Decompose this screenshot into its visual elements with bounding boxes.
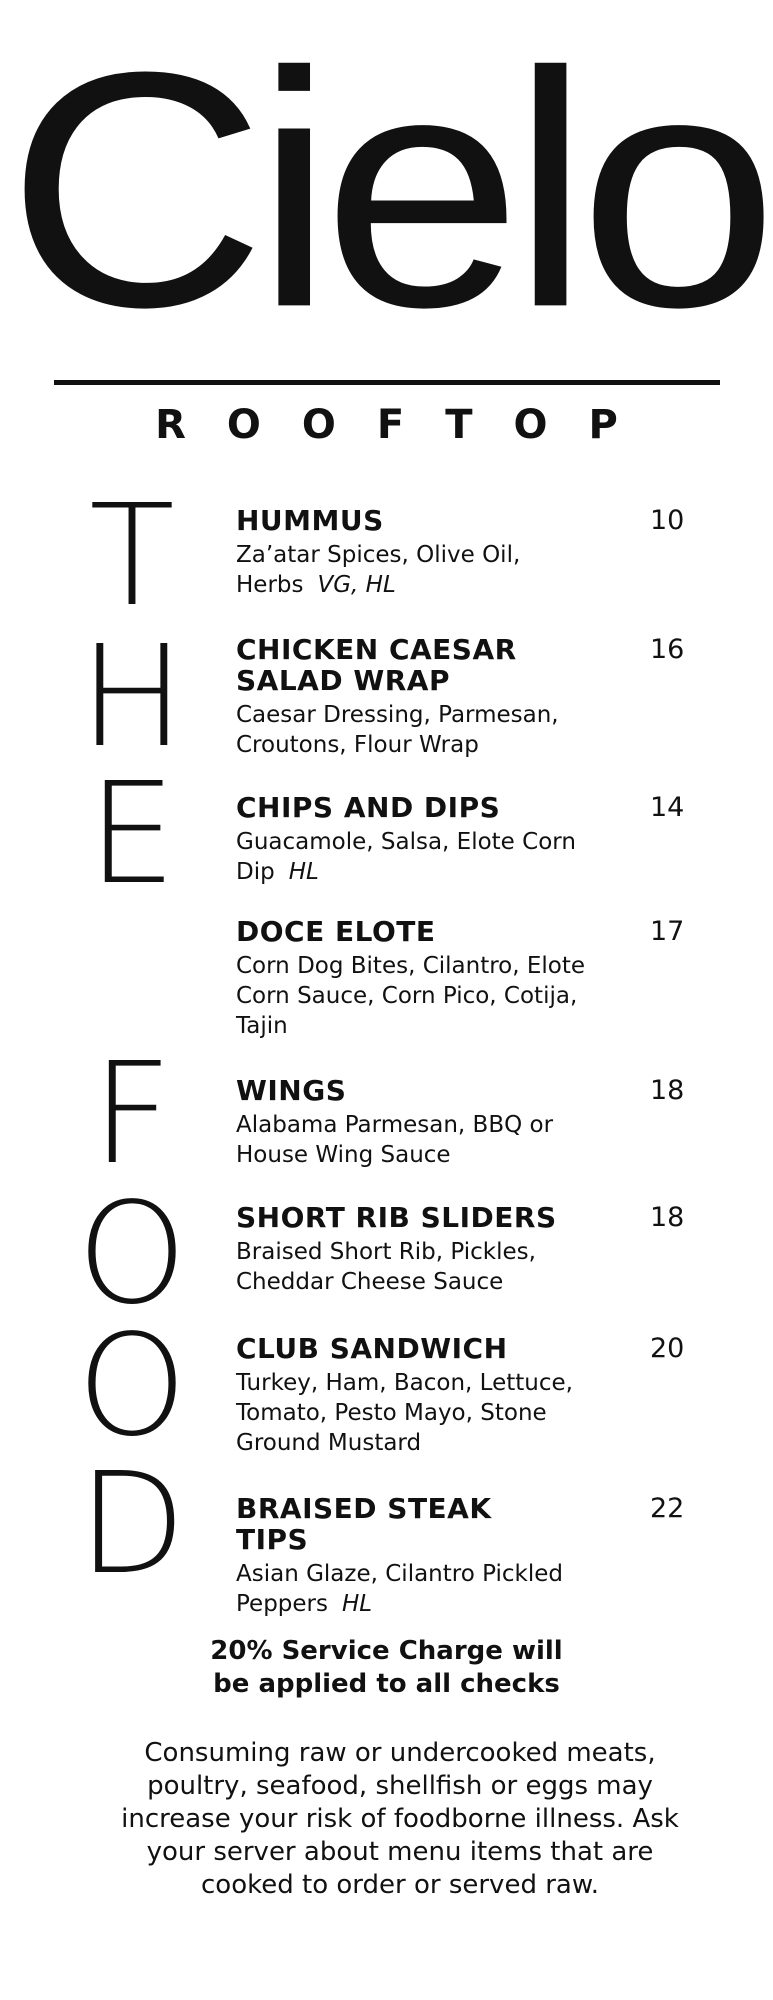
side-letter-o-1: O	[76, 1173, 188, 1336]
menu-item	[236, 792, 706, 887]
item-price: 10	[650, 505, 685, 536]
item-price: 16	[650, 634, 685, 665]
item-description: Alabama Parmesan, BBQ or House Wing Sauce	[236, 1112, 554, 1168]
item-price: 20	[650, 1333, 685, 1364]
menu-item	[236, 505, 706, 600]
item-name: HUMMUS	[236, 504, 384, 537]
item-description: Corn Dog Bites, Cilantro, Elote Corn Sauce, Corn Pico, Cotija, Tajin	[236, 953, 586, 1039]
side-letter-t: T	[89, 475, 175, 638]
side-letter-e: E	[87, 753, 177, 916]
menu-item	[236, 1075, 706, 1170]
item-description: Za’atar Spices, Olive Oil, Herbs VG, HL	[236, 542, 521, 598]
food-safety-warning: Consuming raw or undercooked meats, poultry, seafood, shellfish or eggs may increase your risk of foodborne illness. Ask your server about menu items that are cooked to order or served raw.	[121, 1738, 679, 1900]
item-description: Asian Glaze, Cilantro Pickled Peppers HL	[236, 1561, 563, 1617]
item-price: 18	[650, 1202, 685, 1233]
item-name: CHICKEN CAESAR SALAD WRAP	[236, 633, 517, 697]
item-tags: HL	[288, 859, 319, 885]
menu-item	[236, 1202, 706, 1297]
item-name: CLUB SANDWICH	[236, 1332, 508, 1365]
side-letter-f: F	[91, 1033, 173, 1196]
item-tags: VG, HL	[317, 572, 396, 598]
item-name: BRAISED STEAK TIPS	[236, 1492, 492, 1556]
service-charge-line-2: be applied to all checks	[213, 1669, 560, 1699]
item-description: Braised Short Rib, Pickles, Cheddar Cheese Sauce	[236, 1239, 536, 1295]
item-name: DOCE ELOTE	[236, 915, 436, 948]
item-description: Caesar Dressing, Parmesan, Croutons, Flour Wrap	[236, 702, 559, 758]
service-charge-notice	[0, 1635, 773, 1701]
side-letter-h: H	[79, 616, 185, 779]
service-charge-line-1: 20% Service Charge will	[210, 1636, 563, 1666]
item-tags: HL	[342, 1591, 373, 1617]
menu-item	[236, 916, 706, 1041]
menu-item	[236, 1493, 706, 1619]
menu-item	[236, 1333, 706, 1458]
item-price: 22	[650, 1493, 685, 1524]
item-name: CHIPS AND DIPS	[236, 791, 501, 824]
side-letter-o-2: O	[76, 1305, 188, 1468]
item-price: 14	[650, 792, 685, 823]
item-price: 17	[650, 916, 685, 947]
side-letter-d: D	[78, 1443, 186, 1606]
menu-item	[236, 634, 706, 760]
item-description: Guacamole, Salsa, Elote Corn Dip HL	[236, 829, 576, 885]
item-name: SHORT RIB SLIDERS	[236, 1201, 557, 1234]
item-description: Turkey, Ham, Bacon, Lettuce, Tomato, Pesto Mayo, Stone Ground Mustard	[236, 1370, 573, 1456]
item-price: 18	[650, 1075, 685, 1106]
logo-subtitle: ROOFTOP	[155, 402, 659, 448]
item-name: WINGS	[236, 1074, 347, 1107]
logo-divider	[54, 380, 720, 385]
logo-wordmark: Cielo	[6, 3, 767, 377]
